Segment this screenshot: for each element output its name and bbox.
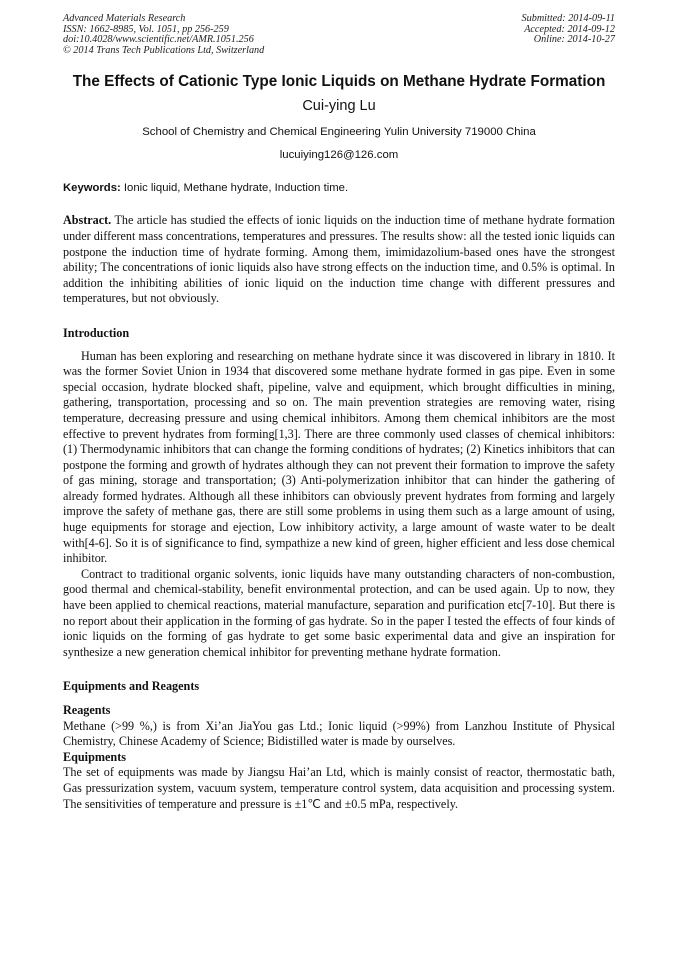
submitted-date: Submitted: 2014-09-11 bbox=[521, 13, 615, 24]
journal-header bbox=[63, 14, 615, 56]
author-name: Cui-ying Lu bbox=[302, 98, 376, 115]
accepted-date: Accepted: 2014-09-12 bbox=[524, 23, 615, 35]
equipments-paragraph: The set of equipments was made by Jiangsu Hai’an Ltd, which is mainly consist of reactor, thermostatic bath, Gas pressurization system, vacuum system, temperature control system, data acquisition and processing system. The sensitivities of temperature and pressure is ±1℃ and ±0.5 mPa, respectively. bbox=[63, 765, 615, 811]
keywords bbox=[63, 181, 615, 195]
online-date: Online: 2014-10-27 bbox=[533, 34, 615, 46]
paper-page bbox=[63, 14, 615, 812]
abstract-label: Abstract. bbox=[63, 213, 112, 228]
journal-info bbox=[63, 14, 264, 56]
paper-title: The Effects of Cationic Type Ionic Liquids on Methane Hydrate Formation bbox=[72, 73, 606, 91]
author-affiliation: School of Chemistry and Chemical Engineering Yulin University 719000 China bbox=[142, 126, 536, 139]
abstract bbox=[63, 213, 615, 307]
intro-paragraph-2: Contract to traditional organic solvents, ionic liquids have many outstanding characters of non-combustion, good thermal and chemical-stability, benefit environmental protection, and can be used again. Up to now, they have been applied to chemical reactions, material manufacture, separation and purification etc[7-10]. But there is no report about their application in the forming of gas hydrate. So in the paper I tested the effects of four kinds of ionic liquids on the forming of gas hydrate to get some basic experimental data and give an inspiration for synthesize a new generation chemical inhibitor for preventing methane hydrate formation. bbox=[63, 566, 615, 659]
introduction-heading: Introduction bbox=[63, 325, 130, 340]
issn-line: ISSN: 1662-8985, Vol. 1051, pp 256-259 bbox=[63, 23, 229, 35]
journal-name: Advanced Materials Research bbox=[63, 13, 186, 24]
doi-line: doi:10.4028/www.scientific.net/AMR.1051.256 bbox=[63, 34, 254, 46]
equipments-heading: Equipments bbox=[63, 749, 126, 764]
author-email: lucuiying126@126.com bbox=[279, 149, 399, 162]
keywords-text: Ionic liquid, Methane hydrate, Induction time. bbox=[120, 182, 349, 195]
copyright-line: © 2014 Trans Tech Publications Ltd, Switzerland bbox=[63, 44, 265, 56]
keywords-label: Keywords: bbox=[63, 182, 121, 195]
reagents-heading: Reagents bbox=[63, 703, 111, 717]
abstract-text: The article has studied the effects of ionic liquids on the induction time of methane hydrate formation under different mass concentrations, temperatures and pressures. The results show: all the tested ionic liquids can postpone the induction time of hydrate forming. Among them, imimidazolium-based ones have the strongest ability; The concentrations of ionic liquids also have strong effects on the induction time, and 0.5% is optimal. In addition the inhibiting abilities of ionic liquid on the induction time change with different pressures and temperatures, but not obviously. bbox=[63, 213, 615, 306]
reagents-paragraph: Methane (>99 %,) is from Xi’an JiaYou gas Ltd.; Ionic liquid (>99%) from Lanzhou Institute of Physical Chemistry, Chinese Academy of Science; Bidistilled water is made by ourselves. bbox=[63, 718, 615, 749]
publication-dates bbox=[522, 14, 615, 56]
intro-paragraph-1: Human has been exploring and researching on methane hydrate since it was discovered in library in 1810. It was the former Soviet Union in 1934 that discovered some methane hydrate formed in gas pipe. Even in some special occasion, hydrate blocked shaft, pipeline, valve and equipment, which brought difficulties in mining, gathering, transportation, processing and so on. The main prevention strategies are removing water, rising temperature, decreasing pressure and using chemical inhibitors. Among them chemical inhibitors are the most effective to prevent hydrates from forming[1,3]. There are three commonly used classes of chemical inhibitors:(1) Thermodynamic inhibitors that can change the forming conditions of hydrates; (2) Kinetics inhibitors that can postpone the forming and growth of hydrates although they can not prevent their formation to improve the safety of gas mining, storage and transportation; (3) Anti-polymerization inhibitor that can hinder the gathering of already formed hydrates. Although all these inhibitors can obviously prevent hydrates from forming and largely improve the safety of methane gas, there are still some problems in using them such as a large amount of using, huge equipments for storage and ejection, Low inhibitory activity, a large amount of waste water to be dealt with[4-6]. So it is of significance to find, sympathize a new kind of green, higher efficient and less dose chemical inhibitor. bbox=[63, 348, 615, 566]
equipments-reagents-heading: Equipments and Reagents bbox=[63, 679, 200, 694]
